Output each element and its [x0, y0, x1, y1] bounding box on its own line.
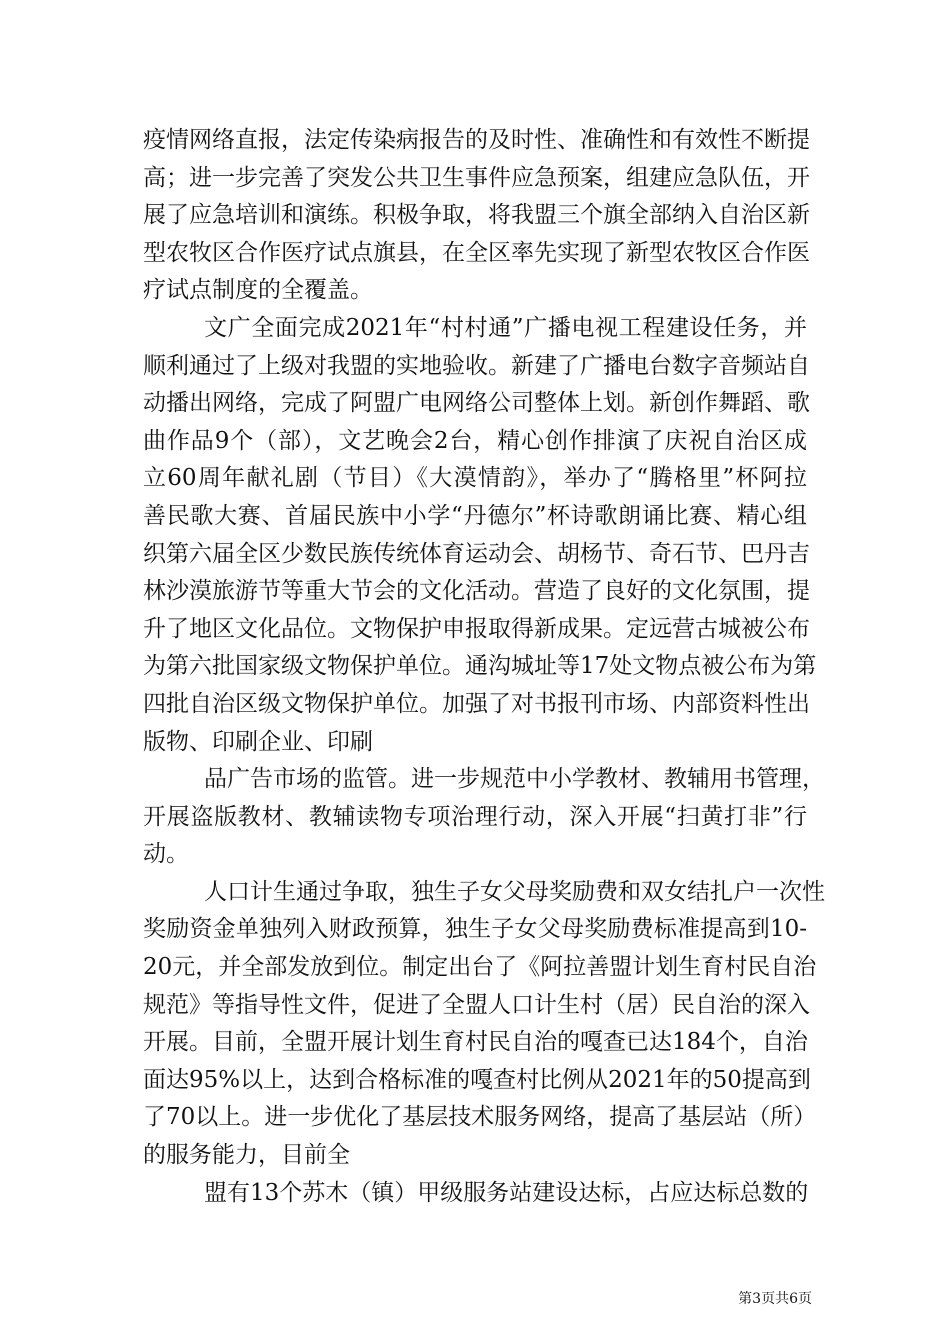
text-line: 开展。目前，全盟开展计划生育村民自治的嘎查已达184个，自治: [143, 1029, 808, 1056]
text-line: 品广告市场的监管。进一步规范中小学教材、教辅用书管理，: [204, 766, 825, 793]
text-line: 动。: [143, 841, 189, 868]
text-line: 开展盗版教材、教辅读物专项治理行动，深入开展“扫黄打非”行: [143, 803, 807, 830]
text-line: 立60周年献礼剧（节目）《大漠情韵》，举办了“腾格里”杯阿拉: [143, 465, 807, 492]
text-line: 文广全面完成2021年“村村通”广播电视工程建设任务，并: [204, 314, 807, 341]
text-line: 人口计生通过争取，独生子女父母奖励费和双女结扎户一次性: [204, 878, 825, 905]
text-line: 动播出网络，完成了阿盟广电网络公司整体上划。新创作舞蹈、歌: [143, 390, 810, 417]
text-line: 盟有13个苏木（镇）甲级服务站建设达标，占应达标总数的: [204, 1179, 809, 1206]
text-line: 顺利通过了上级对我盟的实地验收。新建了广播电台数字音频站自: [143, 352, 810, 379]
text-line: 奖励资金单独列入财政预算，独生子女父母奖励费标准提高到10-: [143, 916, 807, 943]
text-line: 疫情网络直报，法定传染病报告的及时性、准确性和有效性不断提: [143, 127, 810, 153]
text-line: 的服务能力，目前全: [143, 1142, 350, 1169]
text-line: 版物、印刷企业、印刷: [143, 728, 373, 755]
text-line: 规范》等指导性文件，促进了全盟人口计生村（居）民自治的深入: [143, 991, 810, 1018]
text-line: 织第六届全区少数民族传统体育运动会、胡杨节、奇石节、巴丹吉: [143, 540, 810, 567]
text-line: 为第六批国家级文物保护单位。通沟城址等17处文物点被公布为第: [143, 653, 817, 680]
page-number: 第3页共6页: [738, 1291, 812, 1307]
text-line: 四批自治区级文物保护单位。加强了对书报刊市场、内部资料性出: [143, 690, 810, 717]
text-line: 善民歌大赛、首届民族中小学“丹德尔”杯诗歌朗诵比赛、精心组: [143, 502, 807, 529]
text-line: 型农牧区合作医疗试点旗县，在全区率先实现了新型农牧区合作医: [143, 239, 810, 266]
text-line: 高；进一步完善了突发公共卫生事件应急预案，组建应急队伍，开: [143, 164, 810, 191]
text-line: 20元，并全部发放到位。制定出台了《阿拉善盟计划生育村民自治: [143, 954, 817, 981]
body-text: [143, 122, 825, 1212]
text-line: 曲作品9个（部），文艺晚会2台，精心创作排演了庆祝自治区成: [143, 427, 807, 454]
text-line: 展了应急培训和演练。积极争取，将我盟三个旗全部纳入自治区新: [143, 202, 810, 229]
text-line: 面达95%以上，达到合格标准的嘎查村比例从2021年的50提高到: [143, 1066, 811, 1093]
text-line: 升了地区文化品位。文物保护申报取得新成果。定远营古城被公布: [143, 615, 810, 642]
text-line: 林沙漠旅游节等重大节会的文化活动。营造了良好的文化氛围，提: [143, 578, 810, 605]
text-line: 了70以上。进一步优化了基层技术服务网络，提高了基层站（所）: [143, 1104, 817, 1131]
text-line: 疗试点制度的全覆盖。: [143, 277, 373, 304]
